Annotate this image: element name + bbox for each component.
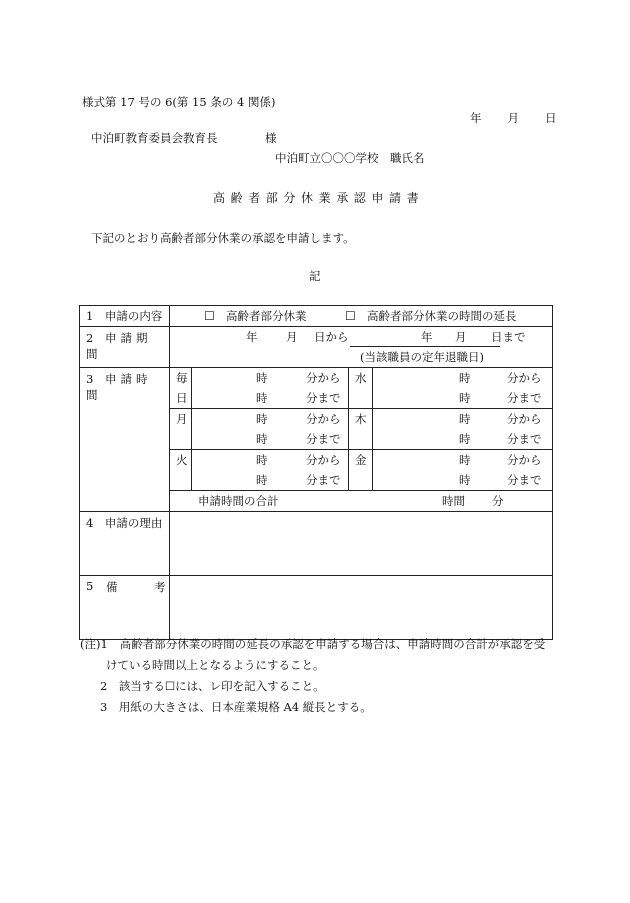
row-period	[80, 327, 553, 368]
time-thu	[373, 409, 553, 450]
min-from-label: 分から	[306, 453, 341, 467]
total-minutes: 分	[492, 494, 504, 508]
hour-label: 時	[459, 432, 471, 446]
ki-heading: 記	[309, 269, 321, 283]
note-3: 3 用紙の大きさは、日本産業規格 A4 縦長とする。	[100, 700, 372, 714]
option-extension: 高齢者部分休業の時間の延長	[367, 309, 517, 323]
day-tue	[170, 409, 192, 450]
hour-label: 時	[256, 432, 268, 446]
row-remarks-b: 考	[154, 580, 166, 594]
checkbox-extension[interactable]: ☐	[345, 309, 356, 323]
min-to-label: 分まで	[306, 473, 341, 487]
day-tue2-label: 火	[176, 453, 188, 467]
row-period-label	[80, 327, 170, 368]
total-label: 申請時間の合計	[198, 494, 279, 508]
option-partial-leave: 高齢者部分休業	[226, 309, 307, 323]
period-year-from: 年	[246, 330, 258, 344]
honorific: 様	[265, 131, 277, 145]
hour-label: 時	[459, 391, 471, 405]
min-to-label: 分まで	[507, 473, 542, 487]
row-time-label	[80, 368, 170, 512]
period-month-to: 月	[455, 330, 467, 344]
row-period-values	[170, 327, 553, 368]
day-wed	[349, 368, 373, 409]
day-mon-a: 毎	[176, 371, 188, 385]
day-mon-b: 日	[176, 391, 188, 405]
row-remarks	[80, 576, 553, 640]
hour-label: 時	[256, 473, 268, 487]
hour-label: 時	[459, 371, 471, 385]
day-tue2	[170, 450, 192, 491]
hour-label: 時	[256, 371, 268, 385]
row-time-text: 申請時間	[86, 372, 152, 402]
row-remarks-label	[80, 576, 170, 640]
form-number: 様式第 17 号の 6(第 15 条の 4 関係)	[82, 95, 276, 109]
note-1-prefix: (注)1	[80, 637, 108, 651]
day-thu	[349, 409, 373, 450]
date-year: 年	[470, 111, 482, 125]
row-content	[80, 306, 553, 327]
application-table	[79, 305, 553, 640]
row-content-options	[170, 306, 553, 327]
day-fri-label: 金	[355, 453, 367, 467]
period-day-to: 日まで	[491, 330, 526, 344]
checkbox-partial-leave[interactable]: ☐	[204, 309, 215, 323]
min-to-label: 分まで	[507, 391, 542, 405]
period-year-to: 年	[421, 330, 433, 344]
day-fri	[349, 450, 373, 491]
date-month: 月	[507, 111, 519, 125]
hour-label: 時	[459, 412, 471, 426]
date-day: 日	[545, 111, 557, 125]
notes	[80, 634, 560, 718]
hour-label: 時	[256, 412, 268, 426]
note-1-line-2: けている時間以上となるようにすること。	[106, 658, 325, 672]
hour-label: 時	[256, 453, 268, 467]
row-time-num: 3	[86, 372, 94, 386]
min-to-label: 分まで	[507, 432, 542, 446]
hour-label: 時	[256, 391, 268, 405]
row-period-text: 申請期間	[86, 331, 152, 361]
day-thu-label: 木	[355, 412, 367, 426]
period-month-from: 月	[286, 330, 298, 344]
date-line	[470, 111, 557, 125]
day-wed-label: 水	[355, 371, 367, 385]
sender: 中泊町立〇〇〇学校 職氏名	[275, 151, 425, 165]
note-1-text: 高齢者部分休業の時間の延長の承認を申請する場合は、申請時間の合計が承認を受	[119, 637, 546, 651]
row-remarks-num: 5	[86, 579, 94, 593]
period-day-from: 日から	[314, 330, 349, 344]
period-note: (当該職員の定年退職日)	[360, 350, 484, 364]
addressee: 中泊町教育委員会教育長	[91, 131, 218, 145]
note-1-line-1	[80, 634, 560, 655]
document-title: 高齢者部分休業承認申請書	[213, 191, 425, 205]
min-from-label: 分から	[306, 412, 341, 426]
lead-text: 下記のとおり高齢者部分休業の承認を申請します。	[91, 231, 355, 245]
row-reason-label: 4 申請の理由	[80, 512, 170, 576]
note-2: 2 該当する☐には、レ印を記入すること。	[100, 679, 325, 693]
row-period-num: 2	[86, 331, 94, 345]
min-from-label: 分から	[507, 371, 542, 385]
min-to-label: 分まで	[306, 432, 341, 446]
row-reason	[80, 512, 553, 576]
row-remarks-a: 備	[106, 580, 118, 594]
row-content-label: 1 申請の内容	[80, 306, 170, 327]
time-wed	[373, 368, 553, 409]
min-from-label: 分から	[507, 412, 542, 426]
time-tue	[192, 409, 349, 450]
hour-label: 時	[459, 453, 471, 467]
total-hours: 時間	[442, 494, 465, 508]
hour-label: 時	[459, 473, 471, 487]
time-total	[170, 491, 553, 512]
day-tue-label: 月	[176, 412, 188, 426]
min-to-label: 分まで	[306, 391, 341, 405]
time-tue2	[192, 450, 349, 491]
row-reason-value[interactable]	[170, 512, 553, 576]
time-mon	[192, 368, 349, 409]
min-from-label: 分から	[306, 371, 341, 385]
row-time-1	[80, 368, 553, 409]
min-from-label: 分から	[507, 453, 542, 467]
day-mon	[170, 368, 192, 409]
row-remarks-value[interactable]	[170, 576, 553, 640]
time-fri	[373, 450, 553, 491]
